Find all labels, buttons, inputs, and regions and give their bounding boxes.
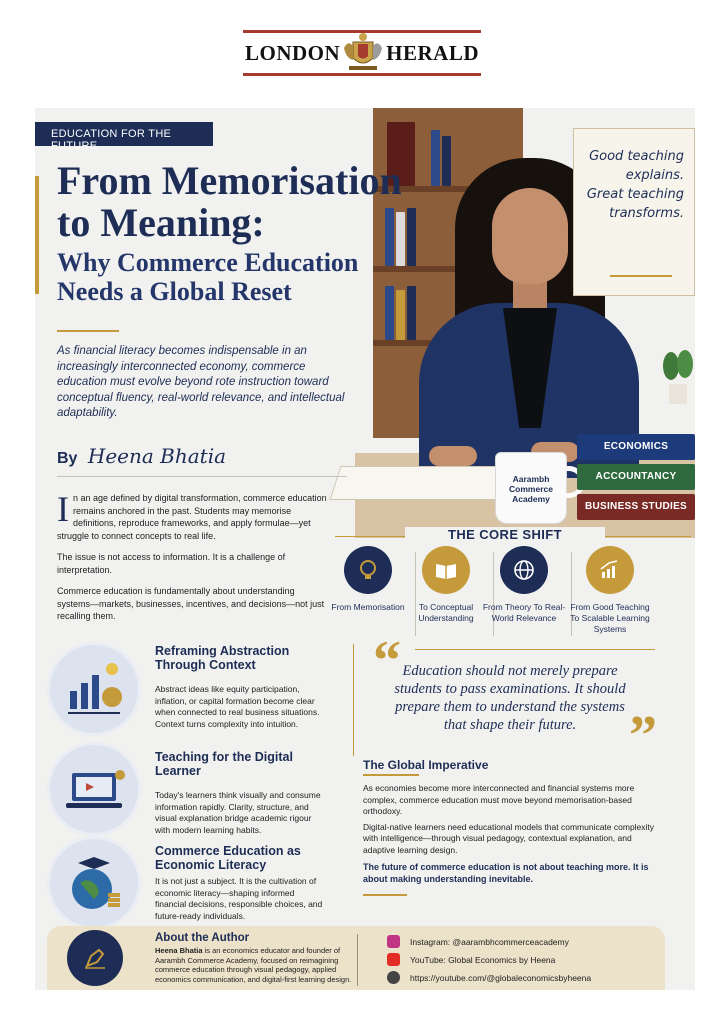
- social-text: https://youtube.com/@globaleconomicsbyheena: [410, 972, 592, 983]
- board-line: Great teaching: [586, 187, 684, 202]
- core-shift-label: From Theory To Real-World Relevance: [482, 602, 566, 623]
- board-line: Good teaching: [589, 149, 684, 164]
- headline-line: From Memorisation: [57, 158, 402, 203]
- core-shift-label: To Conceptual Understanding: [418, 602, 474, 623]
- core-shift-item: [325, 546, 411, 613]
- growth-chart-icon: [586, 546, 634, 594]
- close-quote-icon: ”: [629, 705, 657, 767]
- brain-lightbulb-icon: [344, 546, 392, 594]
- headline-underline: [57, 330, 119, 332]
- social-text: Instagram: @aarambhcommerceacademy: [410, 936, 569, 947]
- section-tag: EDUCATION FOR THE FUTURE: [35, 122, 213, 146]
- global-imperative-paragraph: As economies become more interconnected and financial systems more complex, commerce education must move beyond memorisation-based orthodoxy.: [363, 783, 635, 816]
- pull-quote-rule: [415, 649, 655, 650]
- pen-nib-icon: [67, 930, 123, 986]
- pull-quote-rule: [353, 644, 354, 756]
- author-divider: [357, 934, 358, 986]
- byline-name: Heena Bhatia: [87, 444, 227, 468]
- global-imperative-rule: [363, 894, 407, 896]
- global-imperative-conclusion: The future of commerce education is not about teaching more. It is about making understanding inevitable.: [363, 862, 649, 884]
- body-paragraph: The issue is not access to information. It is a challenge of interpretation.: [57, 552, 286, 575]
- headline-accent-bar: [35, 176, 39, 294]
- board-line: transforms.: [609, 206, 684, 221]
- byline-divider: [57, 476, 347, 477]
- dek: As financial literacy becomes indispensable in an increasingly interconnected economy, commerce education must evolve beyond rote instruction toward conceptual fluency, real-world relevance, and intellectual adaptability.: [57, 345, 345, 419]
- board-line: explains.: [625, 168, 684, 183]
- book-economics: ECONOMICS: [577, 434, 695, 460]
- global-imperative-heading: The Global Imperative: [363, 758, 489, 772]
- global-imperative-rule: [363, 774, 419, 776]
- core-shift-label: From Memorisation: [331, 602, 405, 612]
- social-website[interactable]: [387, 971, 591, 984]
- author-bio-text: is an economics educator and founder of Aarambh Commerce Academy, focused on reimagining commerce education through visual pedagogy, applied economics communication, and digital-first learning design.: [155, 946, 352, 984]
- mug-label: Aarambh Commerce Academy: [509, 474, 553, 504]
- globe-icon: [500, 546, 548, 594]
- royal-crest-icon: [340, 30, 386, 76]
- core-shift-label: From Good Teaching To Scalable Learning Systems: [570, 602, 650, 634]
- book: [431, 130, 440, 186]
- core-shift-title: THE CORE SHIFT: [405, 527, 605, 542]
- social-youtube[interactable]: [387, 953, 555, 966]
- quote-board: [573, 128, 695, 296]
- feature-text: It is not just a subject. It is the cultivation of economic literacy—shaping informed financial decisions, responsible choices, and future-ready individuals.: [155, 876, 323, 921]
- global-imperative-text: [363, 783, 663, 860]
- headline-line: to Meaning:: [57, 200, 265, 245]
- body-copy: [57, 489, 329, 632]
- plant-icon: [661, 348, 695, 404]
- masthead-rule-bottom: [243, 73, 481, 76]
- globe-icon: [387, 971, 400, 984]
- headline: [57, 160, 417, 306]
- bar-chart-icon: [47, 642, 141, 736]
- body-paragraph: Commerce education is fundamentally about understanding systems—markets, businesses, incentives, and decisions—not just recalling them.: [57, 586, 325, 621]
- book: [442, 136, 451, 186]
- open-quote-icon: “: [373, 630, 401, 692]
- subheadline-line: Needs a Global Reset: [57, 277, 292, 306]
- book-accountancy: ACCOUNTANCY: [577, 464, 695, 490]
- article-card: [35, 108, 695, 990]
- core-shift-item: [567, 546, 653, 635]
- feature-heading: Reframing Abstraction Through Context: [155, 644, 290, 672]
- person-face: [492, 188, 568, 284]
- social-text: YouTube: Global Economics by Heena: [410, 954, 556, 965]
- social-instagram[interactable]: [387, 935, 569, 948]
- open-book-icon: [422, 546, 470, 594]
- person-hand: [429, 446, 477, 466]
- feature-heading: Teaching for the Digital Learner: [155, 750, 293, 778]
- masthead: [243, 26, 481, 80]
- byline: [57, 444, 226, 468]
- instagram-icon: [387, 935, 400, 948]
- core-shift-item: [481, 546, 567, 624]
- youtube-icon: [387, 953, 400, 966]
- body-paragraph: [57, 489, 329, 542]
- feature-heading: Commerce Education as Economic Literacy: [155, 844, 301, 872]
- feature-text: Today's learners think visually and consume information rapidly. Clarity, structure, and visual explanation bridge academic rigour with modern learning habits.: [155, 790, 321, 835]
- subheadline-line: Why Commerce Education: [57, 248, 359, 277]
- author-name: Heena Bhatia: [155, 946, 203, 955]
- core-shift-item: [403, 546, 489, 624]
- globe-graduation-icon: [47, 836, 141, 930]
- byline-by: By: [57, 450, 78, 467]
- author-bio: [155, 946, 355, 984]
- masthead-title-right: HERALD: [386, 41, 479, 65]
- dropcap: I: [57, 489, 69, 529]
- pull-quote: Education should not merely prepare students to pass examinations. It should prepare them to understand the systems that shape their future.: [394, 663, 626, 733]
- feature-text: Abstract ideas like equity participation, inflation, or capital formation become clear when connected to real business situations. Context turns complexity into intuition.: [155, 684, 320, 729]
- global-imperative-paragraph: Digital-native learners need educational models that communicate complexity with intelligence—through visual pedagogy, contextual explanation, and adaptive learning design.: [363, 821, 655, 855]
- author-heading: About the Author: [155, 932, 250, 944]
- body-text: n an age defined by digital transformation, commerce education remains anchored in the past. Students may memorise definitions, reproduce frameworks, and apply formulae—yet struggle to connect concepts to real life.: [57, 493, 327, 541]
- laptop-icon: [47, 742, 141, 836]
- book-business-studies: BUSINESS STUDIES: [577, 494, 695, 520]
- board-underline: [610, 275, 672, 277]
- masthead-title-left: LONDON: [245, 41, 341, 65]
